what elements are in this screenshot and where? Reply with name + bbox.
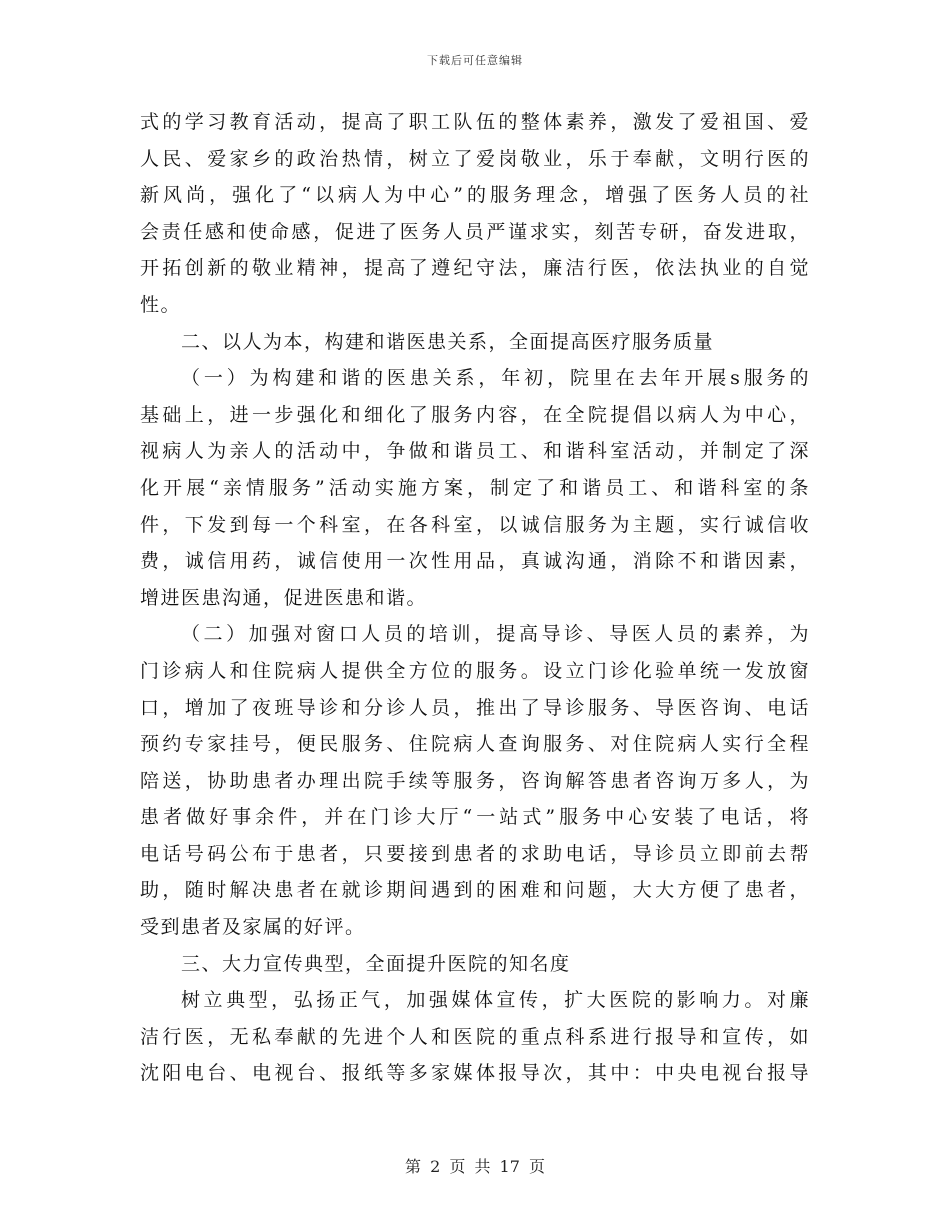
text-line: 基础上，进一步强化和细化了服务内容，在全院提倡以病人为中心，: [140, 403, 810, 426]
text-line: 沈阳电台、电视台、报纸等多家媒体报导次，其中：中央电视台报导: [140, 1062, 810, 1085]
text-line: （一）为构建和谐的医患关系，年初，院里在去年开展s服务的: [181, 367, 810, 390]
text-line: 三、大力宣传典型，全面提升医院的知名度: [181, 952, 571, 975]
text-line: 洁行医，无私奉献的先进个人和医院的重点科系进行报导和宣传，如: [140, 1025, 810, 1048]
document-body: [140, 104, 810, 1092]
text-line: 患者做好事余件，并在门诊大厅“一站式”服务中心安装了电话，将: [140, 806, 810, 829]
text-line: 化开展“亲情服务”活动实施方案，制定了和谐员工、和谐科室的条: [140, 476, 810, 499]
text-line: 费，诚信用药，诚信使用一次性用品，真诚沟通，消除不和谐因素，: [140, 550, 810, 573]
text-line: 助，随时解决患者在就诊期间遇到的困难和问题，大大方便了患者，: [140, 879, 810, 902]
text-line: 增进医患沟通，促进医患和谐。: [140, 586, 428, 609]
text-line: 口，增加了夜班导诊和分诊人员，推出了导诊服务、导医咨询、电话: [140, 696, 810, 719]
text-line: 开拓创新的敬业精神，提高了遵纪守法，廉洁行医，依法执业的自觉: [140, 257, 810, 280]
page-footer: 第 2 页 共 17 页: [405, 1157, 545, 1176]
text-line: 门诊病人和住院病人提供全方位的服务。设立门诊化验单统一发放窗: [140, 659, 810, 682]
text-line: 人民、爱家乡的政治热情，树立了爱岗敬业，乐于奉献，文明行医的: [140, 147, 810, 170]
text-line: 式的学习教育活动，提高了职工队伍的整体素养，激发了爱祖国、爱: [140, 111, 810, 133]
text-line: 受到患者及家属的好评。: [140, 916, 366, 939]
text-line: 陪送，协助患者办理出院手续等服务，咨询解答患者咨询万多人，为: [140, 769, 810, 792]
text-line: 二、以人为本，构建和谐医患关系，全面提高医疗服务质量: [181, 330, 715, 353]
text-line: 视病人为亲人的活动中，争做和谐员工、和谐科室活动，并制定了深: [140, 440, 810, 463]
text-line: 树立典型，弘扬正气，加强媒体宣传，扩大医院的影响力。对廉: [181, 989, 810, 1012]
text-line: 新风尚，强化了“以病人为中心”的服务理念，增强了医务人员的社: [140, 184, 810, 207]
text-line: 电话号码公布于患者，只要接到患者的求助电话，导诊员立即前去帮: [140, 842, 810, 865]
page-header: 下载后可任意编辑: [427, 54, 523, 67]
text-line: （二）加强对窗口人员的培训，提高导诊、导医人员的素养，为: [181, 623, 810, 646]
text-line: 预约专家挂号，便民服务、住院病人查询服务、对住院病人实行全程: [140, 733, 810, 756]
text-line: 性。: [140, 293, 182, 316]
text-line: 件，下发到每一个科室，在各科室，以诚信服务为主题，实行诚信收: [140, 513, 810, 536]
text-line: 会责任感和使命感，促进了医务人员严谨求实，刻苦专研，奋发进取，: [140, 220, 810, 243]
